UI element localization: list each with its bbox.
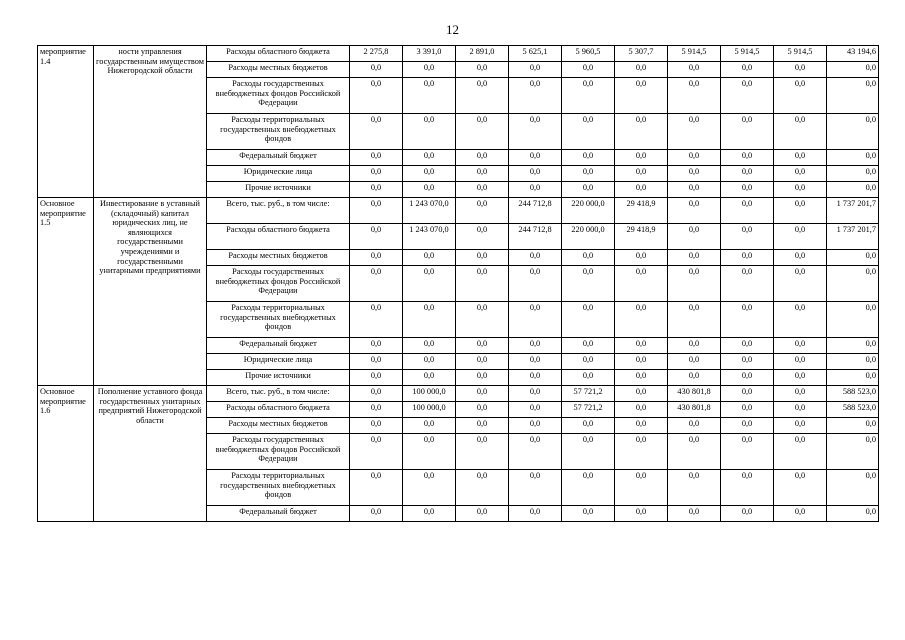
value-cell: 0,0	[509, 354, 562, 370]
value-cell: 0,0	[509, 506, 562, 522]
value-cell: 2 275,8	[350, 46, 403, 62]
value-cell: 244 712,8	[509, 224, 562, 250]
value-cell: 0,0	[456, 166, 509, 182]
value-cell: 0,0	[721, 224, 774, 250]
funding-source-cell: Расходы местных бюджетов	[207, 62, 350, 78]
value-cell: 0,0	[350, 470, 403, 506]
value-cell: 0,0	[456, 418, 509, 434]
value-cell: 0,0	[509, 402, 562, 418]
value-cell: 0,0	[509, 470, 562, 506]
total-cell: 0,0	[827, 182, 879, 198]
value-cell: 0,0	[774, 166, 827, 182]
funding-source-cell: Прочие источники	[207, 182, 350, 198]
value-cell: 57 721,2	[562, 386, 615, 402]
value-cell: 0,0	[403, 302, 456, 338]
value-cell: 0,0	[774, 266, 827, 302]
value-cell: 0,0	[774, 402, 827, 418]
value-cell: 0,0	[509, 150, 562, 166]
value-cell: 0,0	[509, 386, 562, 402]
value-cell: 0,0	[615, 114, 668, 150]
value-cell: 0,0	[456, 338, 509, 354]
total-cell: 0,0	[827, 470, 879, 506]
value-cell: 0,0	[509, 338, 562, 354]
value-cell: 0,0	[509, 182, 562, 198]
value-cell: 29 418,9	[615, 224, 668, 250]
total-cell: 0,0	[827, 62, 879, 78]
value-cell: 0,0	[774, 370, 827, 386]
value-cell: 0,0	[456, 434, 509, 470]
value-cell: 0,0	[403, 506, 456, 522]
value-cell: 100 000,0	[403, 386, 456, 402]
value-cell: 0,0	[562, 302, 615, 338]
value-cell: 0,0	[615, 62, 668, 78]
total-cell: 0,0	[827, 434, 879, 470]
total-cell: 0,0	[827, 302, 879, 338]
value-cell: 0,0	[403, 470, 456, 506]
value-cell: 0,0	[774, 62, 827, 78]
value-cell: 0,0	[350, 250, 403, 266]
value-cell: 0,0	[774, 150, 827, 166]
table-row	[38, 198, 879, 224]
value-cell: 0,0	[721, 354, 774, 370]
value-cell: 0,0	[562, 418, 615, 434]
value-cell: 0,0	[403, 250, 456, 266]
value-cell: 0,0	[721, 266, 774, 302]
measure-cell: Основное мероприятие 1.6	[38, 386, 94, 522]
value-cell: 0,0	[562, 182, 615, 198]
value-cell: 29 418,9	[615, 198, 668, 224]
value-cell: 0,0	[456, 224, 509, 250]
value-cell: 0,0	[456, 250, 509, 266]
value-cell: 0,0	[615, 470, 668, 506]
budget-table	[37, 45, 879, 522]
value-cell: 0,0	[456, 150, 509, 166]
value-cell: 0,0	[350, 370, 403, 386]
value-cell: 0,0	[403, 78, 456, 114]
value-cell: 0,0	[350, 182, 403, 198]
value-cell: 0,0	[668, 418, 721, 434]
value-cell: 0,0	[774, 434, 827, 470]
value-cell: 0,0	[721, 470, 774, 506]
funding-source-cell: Расходы государственных внебюджетных фондов Российской Федерации	[207, 78, 350, 114]
value-cell: 0,0	[403, 418, 456, 434]
value-cell: 5 914,5	[721, 46, 774, 62]
value-cell: 0,0	[774, 302, 827, 338]
value-cell: 220 000,0	[562, 224, 615, 250]
value-cell: 0,0	[509, 418, 562, 434]
value-cell: 0,0	[509, 434, 562, 470]
value-cell: 0,0	[456, 354, 509, 370]
total-cell: 588 523,0	[827, 402, 879, 418]
total-cell: 1 737 201,7	[827, 198, 879, 224]
funding-source-cell: Федеральный бюджет	[207, 150, 350, 166]
value-cell: 0,0	[456, 402, 509, 418]
value-cell: 0,0	[774, 250, 827, 266]
value-cell: 0,0	[721, 402, 774, 418]
total-cell: 0,0	[827, 250, 879, 266]
total-cell: 43 194,6	[827, 46, 879, 62]
value-cell: 0,0	[509, 62, 562, 78]
value-cell: 0,0	[456, 78, 509, 114]
measure-name-cell: ности управления государственным имуществом Нижегородской области	[94, 46, 207, 198]
funding-source-cell: Расходы областного бюджета	[207, 224, 350, 250]
funding-source-cell: Расходы государственных внебюджетных фондов Российской Федерации	[207, 434, 350, 470]
value-cell: 1 243 070,0	[403, 224, 456, 250]
value-cell: 0,0	[350, 418, 403, 434]
value-cell: 0,0	[350, 166, 403, 182]
value-cell: 0,0	[403, 266, 456, 302]
value-cell: 0,0	[509, 250, 562, 266]
value-cell: 0,0	[668, 434, 721, 470]
value-cell: 0,0	[721, 198, 774, 224]
value-cell: 0,0	[721, 434, 774, 470]
value-cell: 0,0	[562, 166, 615, 182]
value-cell: 0,0	[456, 302, 509, 338]
value-cell: 0,0	[562, 114, 615, 150]
value-cell: 0,0	[721, 250, 774, 266]
value-cell: 0,0	[403, 338, 456, 354]
value-cell: 0,0	[403, 354, 456, 370]
funding-source-cell: Всего, тыс. руб., в том числе:	[207, 386, 350, 402]
value-cell: 0,0	[721, 338, 774, 354]
value-cell: 0,0	[668, 266, 721, 302]
value-cell: 0,0	[615, 182, 668, 198]
value-cell: 0,0	[403, 114, 456, 150]
value-cell: 0,0	[721, 418, 774, 434]
value-cell: 0,0	[456, 470, 509, 506]
funding-source-cell: Расходы областного бюджета	[207, 46, 350, 62]
value-cell: 0,0	[562, 62, 615, 78]
value-cell: 0,0	[668, 506, 721, 522]
value-cell: 0,0	[615, 266, 668, 302]
total-cell: 1 737 201,7	[827, 224, 879, 250]
total-cell: 0,0	[827, 354, 879, 370]
value-cell: 0,0	[456, 266, 509, 302]
value-cell: 5 914,5	[774, 46, 827, 62]
value-cell: 0,0	[721, 302, 774, 338]
value-cell: 0,0	[350, 224, 403, 250]
value-cell: 0,0	[615, 250, 668, 266]
funding-source-cell: Юридические лица	[207, 166, 350, 182]
total-cell: 0,0	[827, 114, 879, 150]
value-cell: 0,0	[403, 182, 456, 198]
value-cell: 0,0	[509, 166, 562, 182]
value-cell: 1 243 070,0	[403, 198, 456, 224]
value-cell: 0,0	[774, 470, 827, 506]
value-cell: 0,0	[721, 370, 774, 386]
value-cell: 0,0	[509, 266, 562, 302]
page-number: 12	[446, 22, 459, 37]
value-cell: 0,0	[615, 78, 668, 114]
value-cell: 0,0	[403, 62, 456, 78]
measure-cell: мероприятие 1.4	[38, 46, 94, 198]
total-cell: 0,0	[827, 370, 879, 386]
value-cell: 0,0	[721, 150, 774, 166]
value-cell: 0,0	[774, 386, 827, 402]
value-cell: 0,0	[668, 354, 721, 370]
value-cell: 0,0	[350, 338, 403, 354]
value-cell: 0,0	[456, 62, 509, 78]
value-cell: 2 891,0	[456, 46, 509, 62]
value-cell: 0,0	[562, 506, 615, 522]
value-cell: 0,0	[350, 402, 403, 418]
total-cell: 0,0	[827, 506, 879, 522]
value-cell: 0,0	[774, 182, 827, 198]
value-cell: 0,0	[456, 198, 509, 224]
value-cell: 0,0	[456, 182, 509, 198]
value-cell: 0,0	[774, 198, 827, 224]
value-cell: 0,0	[350, 150, 403, 166]
value-cell: 5 960,5	[562, 46, 615, 62]
value-cell: 0,0	[562, 434, 615, 470]
measure-name-cell: Инвестирование в уставный (складочный) капитал юридических лиц, не являющихся государственными учреждениями и государственными унитарными предприятиями	[94, 198, 207, 386]
value-cell: 0,0	[668, 62, 721, 78]
value-cell: 0,0	[721, 114, 774, 150]
value-cell: 0,0	[350, 434, 403, 470]
funding-source-cell: Расходы территориальных государственных внебюджетных фондов	[207, 114, 350, 150]
value-cell: 0,0	[562, 470, 615, 506]
value-cell: 0,0	[350, 62, 403, 78]
value-cell: 0,0	[456, 506, 509, 522]
value-cell: 0,0	[350, 114, 403, 150]
value-cell: 0,0	[350, 78, 403, 114]
value-cell: 0,0	[403, 434, 456, 470]
value-cell: 0,0	[562, 78, 615, 114]
value-cell: 0,0	[668, 150, 721, 166]
value-cell: 0,0	[509, 78, 562, 114]
value-cell: 0,0	[456, 370, 509, 386]
funding-source-cell: Расходы территориальных государственных внебюджетных фондов	[207, 470, 350, 506]
value-cell: 0,0	[403, 166, 456, 182]
value-cell: 0,0	[721, 506, 774, 522]
table-row	[38, 386, 879, 402]
value-cell: 0,0	[615, 386, 668, 402]
value-cell: 0,0	[509, 114, 562, 150]
value-cell: 3 391,0	[403, 46, 456, 62]
value-cell: 100 000,0	[403, 402, 456, 418]
value-cell: 0,0	[668, 338, 721, 354]
total-cell: 0,0	[827, 150, 879, 166]
value-cell: 0,0	[562, 250, 615, 266]
value-cell: 0,0	[721, 62, 774, 78]
funding-source-cell: Расходы государственных внебюджетных фондов Российской Федерации	[207, 266, 350, 302]
value-cell: 0,0	[350, 386, 403, 402]
value-cell: 430 801,8	[668, 402, 721, 418]
total-cell: 588 523,0	[827, 386, 879, 402]
value-cell: 0,0	[774, 354, 827, 370]
value-cell: 430 801,8	[668, 386, 721, 402]
total-cell: 0,0	[827, 166, 879, 182]
value-cell: 0,0	[721, 166, 774, 182]
total-cell: 0,0	[827, 78, 879, 114]
value-cell: 0,0	[774, 506, 827, 522]
value-cell: 0,0	[562, 266, 615, 302]
value-cell: 0,0	[456, 386, 509, 402]
value-cell: 0,0	[615, 338, 668, 354]
value-cell: 0,0	[721, 182, 774, 198]
value-cell: 0,0	[615, 150, 668, 166]
value-cell: 0,0	[721, 78, 774, 114]
value-cell: 0,0	[774, 114, 827, 150]
funding-source-cell: Прочие источники	[207, 370, 350, 386]
value-cell: 0,0	[456, 114, 509, 150]
value-cell: 0,0	[615, 402, 668, 418]
value-cell: 0,0	[668, 470, 721, 506]
total-cell: 0,0	[827, 338, 879, 354]
value-cell: 5 914,5	[668, 46, 721, 62]
funding-source-cell: Федеральный бюджет	[207, 506, 350, 522]
value-cell: 0,0	[668, 302, 721, 338]
value-cell: 0,0	[668, 166, 721, 182]
value-cell: 0,0	[350, 266, 403, 302]
measure-cell: Основное мероприятие 1.5	[38, 198, 94, 386]
value-cell: 0,0	[350, 506, 403, 522]
value-cell: 0,0	[562, 370, 615, 386]
value-cell: 0,0	[774, 338, 827, 354]
value-cell: 0,0	[562, 150, 615, 166]
value-cell: 0,0	[668, 224, 721, 250]
value-cell: 0,0	[721, 386, 774, 402]
funding-source-cell: Расходы местных бюджетов	[207, 250, 350, 266]
value-cell: 0,0	[668, 250, 721, 266]
value-cell: 0,0	[774, 224, 827, 250]
value-cell: 0,0	[774, 418, 827, 434]
value-cell: 0,0	[668, 370, 721, 386]
value-cell: 0,0	[403, 150, 456, 166]
value-cell: 0,0	[668, 182, 721, 198]
total-cell: 0,0	[827, 418, 879, 434]
value-cell: 220 000,0	[562, 198, 615, 224]
value-cell: 0,0	[668, 114, 721, 150]
value-cell: 0,0	[615, 506, 668, 522]
funding-source-cell: Расходы областного бюджета	[207, 402, 350, 418]
value-cell: 0,0	[562, 354, 615, 370]
funding-source-cell: Всего, тыс. руб., в том числе:	[207, 198, 350, 224]
total-cell: 0,0	[827, 266, 879, 302]
value-cell: 0,0	[615, 166, 668, 182]
value-cell: 0,0	[615, 434, 668, 470]
value-cell: 244 712,8	[509, 198, 562, 224]
value-cell: 0,0	[615, 354, 668, 370]
value-cell: 0,0	[350, 302, 403, 338]
measure-name-cell: Пополнение уставного фонда государственных унитарных предприятий Нижегородской области	[94, 386, 207, 522]
value-cell: 0,0	[615, 370, 668, 386]
value-cell: 0,0	[350, 354, 403, 370]
value-cell: 0,0	[562, 338, 615, 354]
funding-source-cell: Расходы территориальных государственных внебюджетных фондов	[207, 302, 350, 338]
funding-source-cell: Расходы местных бюджетов	[207, 418, 350, 434]
value-cell: 0,0	[509, 370, 562, 386]
value-cell: 0,0	[615, 302, 668, 338]
value-cell: 0,0	[403, 370, 456, 386]
value-cell: 0,0	[774, 78, 827, 114]
value-cell: 0,0	[509, 302, 562, 338]
value-cell: 0,0	[350, 198, 403, 224]
value-cell: 5 307,7	[615, 46, 668, 62]
funding-source-cell: Федеральный бюджет	[207, 338, 350, 354]
value-cell: 5 625,1	[509, 46, 562, 62]
table-row	[38, 46, 879, 62]
value-cell: 0,0	[668, 198, 721, 224]
funding-source-cell: Юридические лица	[207, 354, 350, 370]
value-cell: 0,0	[668, 78, 721, 114]
value-cell: 57 721,2	[562, 402, 615, 418]
value-cell: 0,0	[615, 418, 668, 434]
